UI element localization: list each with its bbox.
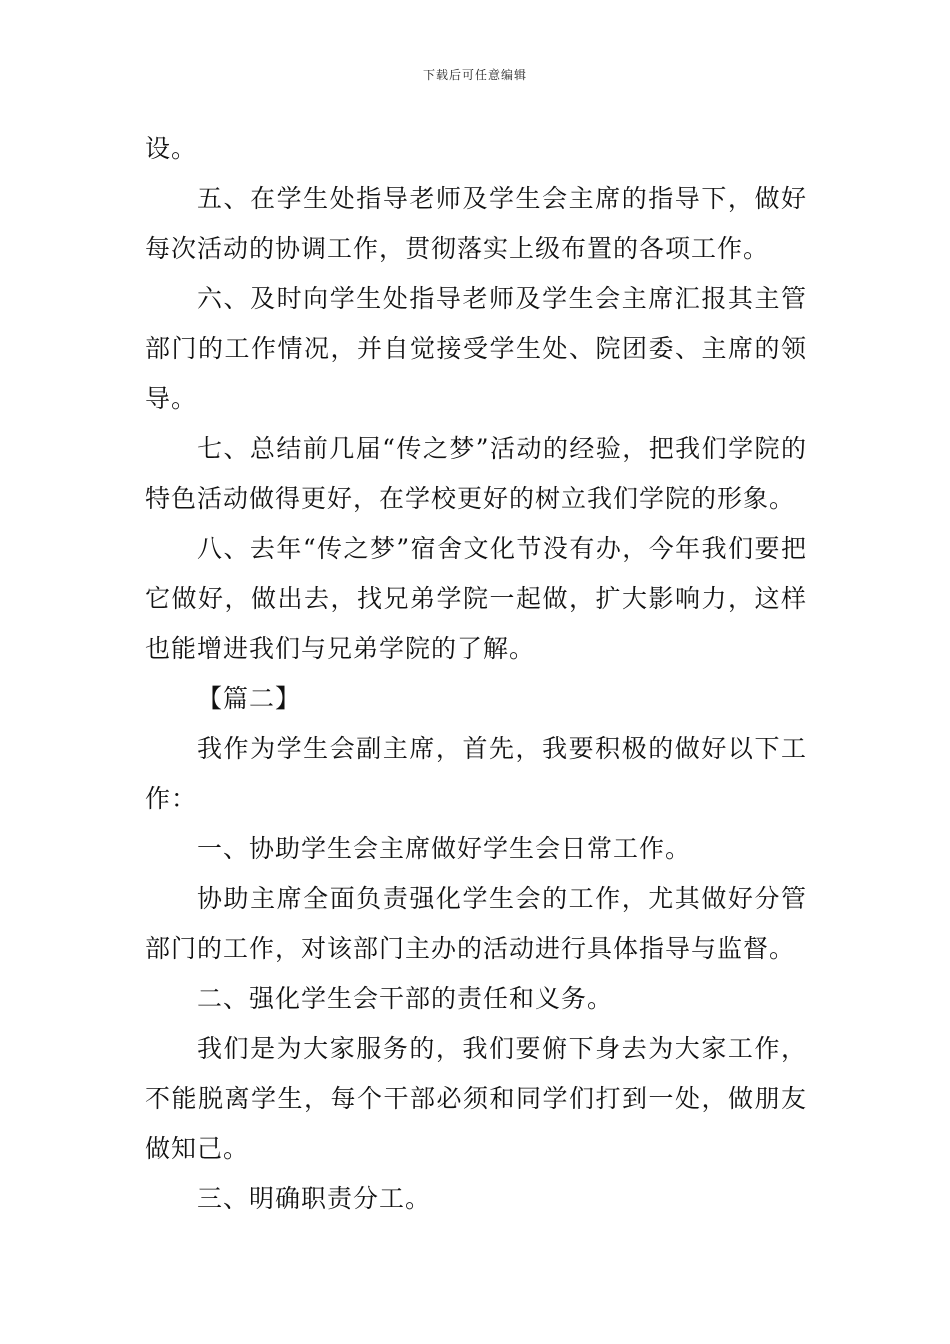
paragraph-point-1-detail: 协助主席全面负责强化学生会的工作，尤其做好分管部门的工作，对该部门主办的活动进行具体指导与监督。 xyxy=(145,884,807,963)
paragraph-intro: 我作为学生会副主席，首先，我要积极的做好以下工作： xyxy=(145,734,807,813)
paragraph-item-7: 七、总结前几届“传之梦”活动的经验，把我们学院的特色活动做得更好，在学校更好的树立我们学院的形象。 xyxy=(145,434,807,513)
paragraph-item-8: 八、去年“传之梦”宿舍文化节没有办，今年我们要把它做好，做出去，找兄弟学院一起做，扩大影响力，这样也能增进我们与兄弟学院的了解。 xyxy=(145,534,807,663)
page-header: 下载后可任意编辑 xyxy=(422,68,527,82)
paragraph-item-6: 六、及时向学生处指导老师及学生会主席汇报其主管部门的工作情况，并自觉接受学生处、院团委、主席的领导。 xyxy=(145,284,807,413)
paragraph-point-2: 二、强化学生会干部的责任和义务。 xyxy=(197,984,614,1013)
paragraph-point-1: 一、协助学生会主席做好学生会日常工作。 xyxy=(197,834,692,863)
section-heading: 【篇二】 xyxy=(197,684,302,713)
paragraph-point-2-detail: 我们是为大家服务的，我们要俯下身去为大家工作，不能脱离学生，每个干部必须和同学们打到一处，做朋友做知己。 xyxy=(145,1034,807,1163)
paragraph-point-3: 三、明确职责分工。 xyxy=(197,1184,432,1213)
paragraph-item-5: 五、在学生处指导老师及学生会主席的指导下，做好每次活动的协调工作，贯彻落实上级布置的各项工作。 xyxy=(145,184,807,263)
paragraph-continuation: 设。 xyxy=(145,134,198,163)
document-body xyxy=(145,124,807,1224)
